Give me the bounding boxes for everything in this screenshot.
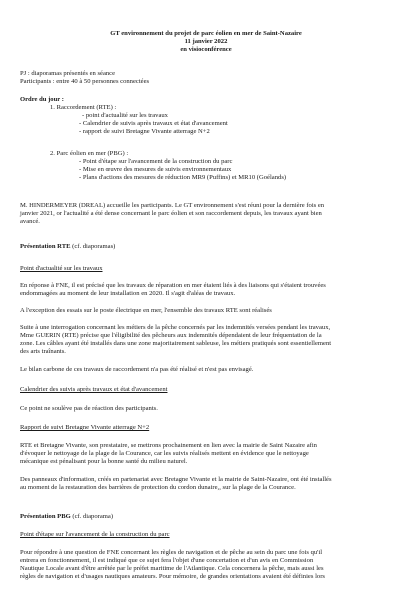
rte-section-heading	[20, 243, 115, 251]
pbg-paragraph-line: entrera en fonctionnement, il est indiqué que ce sujet fera l'objet d'une concertation et d'un avis en Commission	[20, 557, 314, 564]
rte-heading-label: Présentation RTE	[20, 243, 71, 250]
pbg-section-heading	[20, 513, 113, 521]
agenda-section-2-title: 2. Parc éolien en mer (PBG) :	[50, 150, 129, 157]
pbg-heading-label: Présentation PBG	[20, 513, 71, 520]
pbg-paragraph-line: règles de navigation et d'usages nautiques amateurs. Pour mémoire, de grandes orientations avaient été définies lors	[20, 573, 325, 580]
attachments-line: PJ : diaporamas présentés en séance	[20, 70, 116, 77]
rte-paragraph-line: En réponse à FNE, il est précisé que les travaux de réparation en mer étaient liés à des liaisons qui s'étaient trouvées	[20, 282, 326, 289]
document-meeting-mode: en visioconférence	[180, 46, 232, 53]
rte-heading-note: (cf. diaporamas)	[70, 243, 116, 250]
pbg-paragraph-line: Nautique Locale avant d'être arrêtée par le préfet maritime de l'Atlantique. Cela concernera la pêche, mais aussi les	[20, 565, 324, 572]
rte-subheading-monitoring-report: Rapport de suivi Bretagne Vivante atterrage N+2	[20, 424, 150, 431]
rte-paragraph-line: Suite à une interrogation concernant les métiers de la pêche concernés par les indemnités versées pendant les travaux,	[20, 324, 331, 331]
rte-paragraph-line: Mme GUERIN (RTE) précise que l'éligibilité des pêcheurs aux indemnités dépendaient de leur fréquentation de la	[20, 332, 322, 339]
rte-paragraph-line: Ce point ne soulève pas de réaction des participants.	[20, 405, 158, 412]
rte-subheading-works-update: Point d'actualité sur les travaux	[20, 265, 103, 272]
rte-paragraph-line: au moment de la restauration des barrières de protection du cordon dunaire,, sur la plage de la Courance.	[20, 484, 296, 491]
rte-paragraph-line: mécanique est pénalisant pour la bonne santé du milieu naturel.	[20, 458, 188, 465]
agenda-item: - rapport de suivi Bretagne Vivante atterrage N+2	[79, 128, 210, 135]
agenda-item: - Plans d'actions des mesures de réduction MR9 (Puffins) et MR10 (Goélands)	[79, 174, 287, 181]
rte-paragraph-line: RTE et Bretagne Vivante, son prestataire, se mettrons prochainement en lien avec la mairie de Saint Nazaire afin	[20, 442, 317, 449]
intro-paragraph-line: M. HINDERMEYER (DREAL) accueille les participants. Le GT environnement s'est réuni pour la dernière fois en	[20, 202, 325, 209]
rte-paragraph-line: d'évoquer le nettoyage de la plage de la Courance, car les suivis réalisés mettent en évidence que le nettoyage	[20, 450, 309, 457]
rte-paragraph-line: zone. Les câbles ayant été installés dans une zone majoritairement sableuse, les métiers pratiqués sont essentiellement	[20, 340, 332, 347]
pbg-subheading-construction-progress: Point d'étape sur l'avancement de la construction du parc	[20, 531, 170, 538]
rte-paragraph-line: des arts traînants.	[20, 348, 66, 355]
agenda-item: - point d'actualité sur les travaux	[82, 112, 168, 119]
agenda-section-1-title: 1. Raccordement (RTE) :	[50, 104, 117, 111]
agenda-item: - Calendrier de suivis après travaux et état d'avancement	[79, 120, 228, 127]
rte-paragraph-line: Le bilan carbone de ces travaux de raccordement n'a pas été réalisé et n'est pas envisagé.	[20, 366, 254, 373]
rte-paragraph-line: endommagées au moment de leur installation en 2020. Il s'agit d'aléas de travaux.	[20, 290, 236, 297]
pbg-heading-note: (cf. diaporama)	[70, 513, 114, 520]
document-date: 11 janvier 2022	[184, 38, 228, 45]
agenda-title: Ordre du jour :	[20, 96, 64, 103]
agenda-item: - Point d'étape sur l'avancement de la construction du parc	[79, 158, 233, 165]
intro-paragraph-line: janvier 2021, or l'actualité a été dense concernant le parc éolien et son raccordement depuis, les travaux ayant bien	[20, 210, 322, 217]
rte-subheading-schedule: Calendrier des suivis après travaux et état d'avancement	[20, 386, 168, 393]
pbg-paragraph-line: Pour répondre à une question de FNE concernant les règles de navigation et de pêche au sein du parc une fois qu'il	[20, 549, 323, 556]
agenda-item: - Mise en œuvre des mesures de suivis environnementaux	[79, 166, 232, 173]
document-title: GT environnement du projet de parc éolien en mer de Saint-Nazaire	[110, 30, 302, 37]
participants-line: Participants : entre 40 à 50 personnes connectées	[20, 78, 150, 85]
intro-paragraph-line: avancé.	[20, 218, 40, 225]
rte-paragraph-line: A l'exception des essais sur le poste électrique en mer, l'ensemble des travaux RTE sont réalisés	[20, 307, 272, 314]
rte-paragraph-line: Des panneaux d'information, créés en partenariat avec Bretagne Vivante et la mairie de Saint-Nazaire, ont été installés	[20, 476, 332, 483]
